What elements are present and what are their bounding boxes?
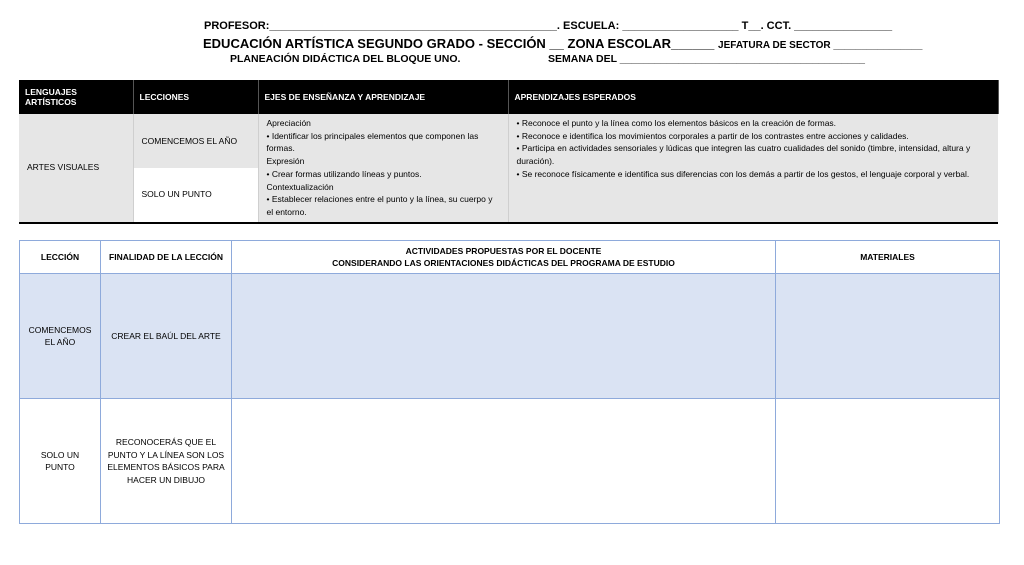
actividades-cell[interactable] (232, 399, 776, 524)
header-semana: SEMANA DEL __________________________________________ (548, 53, 866, 65)
actividades-table (19, 240, 1000, 524)
actividades-cell[interactable] (232, 274, 776, 399)
lenguaje-cell: ARTES VISUALES (19, 114, 133, 223)
col-ejes: EJES DE ENSEÑANZA Y APRENDIZAJE (258, 80, 508, 114)
col-aprendizajes: APRENDIZAJES ESPERADOS (508, 80, 998, 114)
aprendizaje-item: • Participa en actividades sensoriales y lúdicas que integren las cuatro cualidades del sonido (timbre, intensidad, altura y duración). (516, 143, 971, 167)
materiales-cell[interactable] (776, 399, 1000, 524)
ejes-item: Contextualización (266, 181, 334, 192)
finalidad-cell: RECONOCERÁS QUE EL PUNTO Y LA LÍNEA SON LOS ELEMENTOS BÁSICOS PARA HACER UN DIBUJO (101, 399, 232, 524)
aprendizaje-item: • Reconoce el punto y la línea como los elementos básicos en la creación de formas. (516, 118, 837, 128)
ejes-cell (258, 114, 508, 223)
col-finalidad: FINALIDAD DE LA LECCIÓN (101, 241, 232, 274)
header-planeacion: PLANEACIÓN DIDÁCTICA DEL BLOQUE UNO. (230, 53, 461, 65)
leccion-cell: COMENCEMOS EL AÑO (133, 114, 258, 168)
table-row (19, 114, 998, 168)
col-actividades-line2: CONSIDERANDO LAS ORIENTACIONES DIDÁCTICAS DEL PROGRAMA DE ESTUDIO (332, 258, 675, 268)
leccion-cell: SOLO UN PUNTO (20, 399, 101, 524)
col-actividades-line1: ACTIVIDADES PROPUESTAS POR EL DOCENTE (405, 245, 602, 256)
ejes-item: • Establecer relaciones entre el punto y la línea, su cuerpo y el entorno. (266, 194, 493, 217)
materiales-cell[interactable] (776, 274, 1000, 399)
col-materiales: MATERIALES (776, 241, 1000, 274)
col-leccion: LECCIÓN (20, 241, 101, 274)
ejes-item: Apreciación (266, 118, 311, 128)
actividades-table-header (20, 241, 1000, 274)
leccion-cell: SOLO UN PUNTO (133, 168, 258, 223)
ejes-item: • Identificar los principales elementos que componen las formas. (266, 130, 479, 154)
header-title-line (203, 36, 922, 51)
ejes-item: • Crear formas utilizando líneas y puntos. (266, 168, 422, 179)
col-actividades (232, 241, 776, 274)
col-lecciones: LECCIONES (133, 80, 258, 114)
ejes-item: Expresión (266, 156, 305, 167)
col-lenguajes: LENGUAJES ARTÍSTICOS (19, 80, 133, 114)
table-row (20, 274, 1000, 399)
table-row (20, 399, 1000, 524)
header-jefatura: JEFATURA DE SECTOR ________________ (718, 40, 923, 51)
aprendizaje-item: • Se reconoce físicamente e identifica sus diferencias con los demás a partir de los gestos, el lenguaje corporal y verbal. (516, 168, 970, 179)
finalidad-cell: CREAR EL BAÚL DEL ARTE (101, 274, 232, 399)
leccion-cell: COMENCEMOS EL AÑO (20, 274, 101, 399)
header-profesor-line: PROFESOR:_______________________________________________. ESCUELA: ___________________ T__. CCT. ________________ (204, 20, 893, 32)
header-title-main: EDUCACIÓN ARTÍSTICA SEGUNDO GRADO - SECCIÓN __ ZONA ESCOLAR______ (203, 36, 719, 51)
bloque-table (19, 80, 999, 224)
aprendizaje-item: • Reconoce e identifica los movimientos corporales a partir de los contrastes entre acciones y calidades. (516, 130, 909, 141)
aprendizajes-cell (508, 114, 998, 223)
bloque-table-header (19, 80, 998, 114)
